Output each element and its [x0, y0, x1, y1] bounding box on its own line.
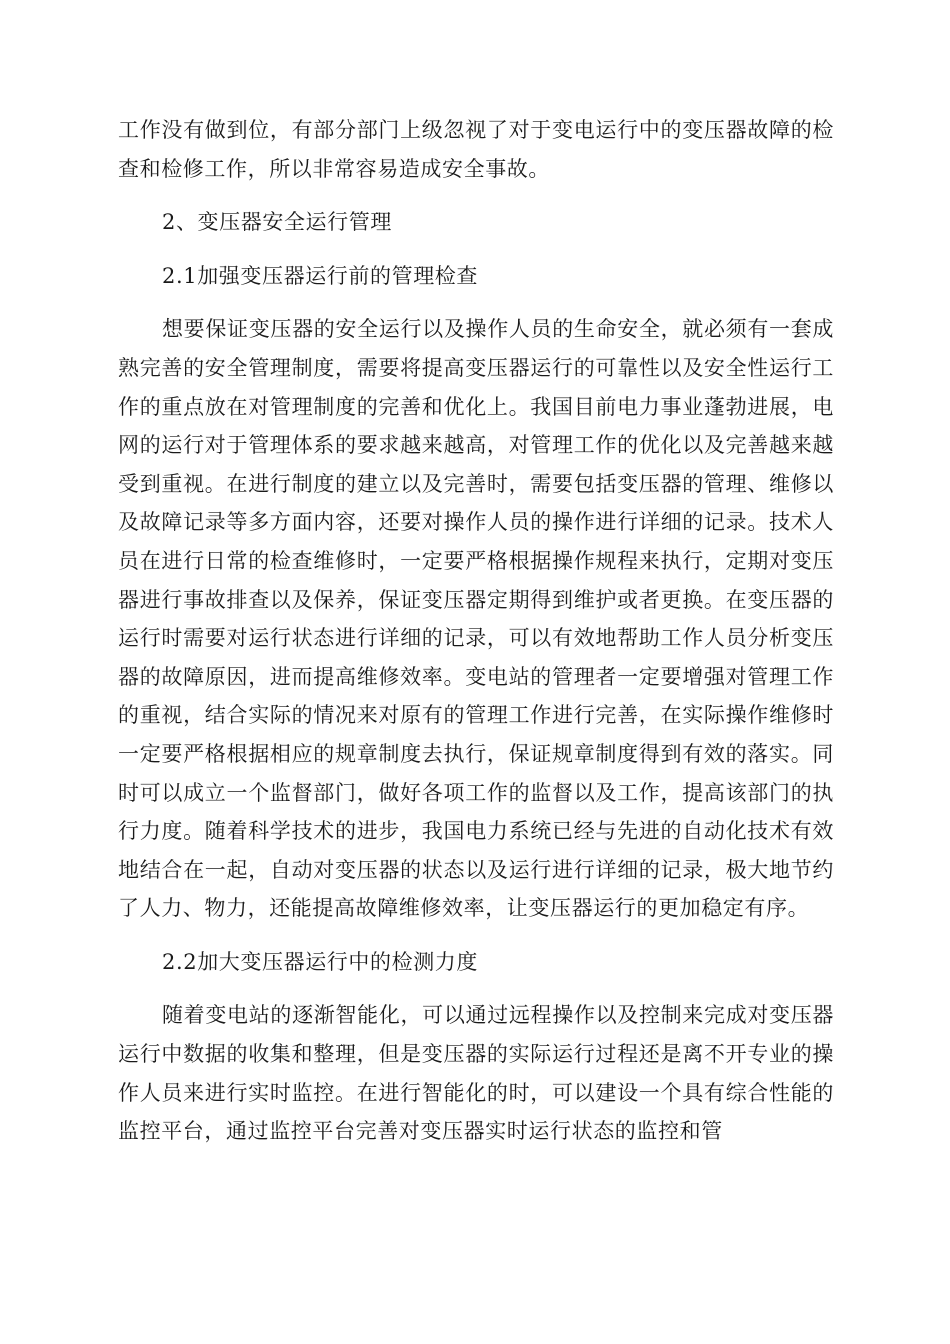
paragraph-gap — [118, 188, 834, 203]
paragraph-continuation: 工作没有做到位，有部分部门上级忽视了对于变电运行中的变压器故障的检查和检修工作，所以非常容易造成安全事故。 — [118, 118, 834, 181]
paragraph-gap — [118, 981, 834, 996]
subsection-heading-2-2: 2.2加大变压器运行中的检测力度 — [162, 949, 478, 974]
document-body — [118, 111, 834, 1151]
section-heading-2: 2、变压器安全运行管理 — [162, 210, 392, 235]
paragraph-gap — [118, 928, 834, 943]
paragraph-body-2-2: 随着变电站的逐渐智能化，可以通过远程操作以及控制来完成对变压器运行中数据的收集和整理，但是变压器的实际运行过程还是离不开专业的操作人员来进行实时监控。在进行智能化的时，可以建设一个具有综合性能的监控平台，通过监控平台完善对变压器实时运行状态的监控和管 — [118, 1003, 834, 1144]
paragraph-gap — [118, 242, 834, 257]
paragraph-body-2-1: 想要保证变压器的安全运行以及操作人员的生命安全，就必须有一套成熟完善的安全管理制度，需要将提高变压器运行的可靠性以及安全性运行工作的重点放在对管理制度的完善和优化上。我国目前电力事业蓬勃进展，电网的运行对于管理体系的要求越来越高，对管理工作的优化以及完善越来越受到重视。在进行制度的建立以及完善时，需要包括变压器的管理、维修以及故障记录等多方面内容，还要对操作人员的操作进行详细的记录。技术人员在进行日常的检查维修时，一定要严格根据操作规程来执行，定期对变压器进行事故排查以及保养，保证变压器定期得到维护或者更换。在变压器的运行时需要对运行状态进行详细的记录，可以有效地帮助工作人员分析变压器的故障原因，进而提高维修效率。变电站的管理者一定要增强对管理工作的重视，结合实际的情况来对原有的管理工作进行完善，在实际操作维修时一定要严格根据相应的规章制度去执行，保证规章制度得到有效的落实。同时可以成立一个监督部门，做好各项工作的监督以及工作，提高该部门的执行力度。随着科学技术的进步，我国电力系统已经与先进的自动化技术有效地结合在一起，自动对变压器的状态以及运行进行详细的记录，极大地节约了人力、物力，还能提高故障维修效率，让变压器运行的更加稳定有序。 — [118, 317, 834, 921]
paragraph-gap — [118, 295, 834, 310]
subsection-heading-2-1: 2.1加强变压器运行前的管理检查 — [162, 263, 478, 288]
